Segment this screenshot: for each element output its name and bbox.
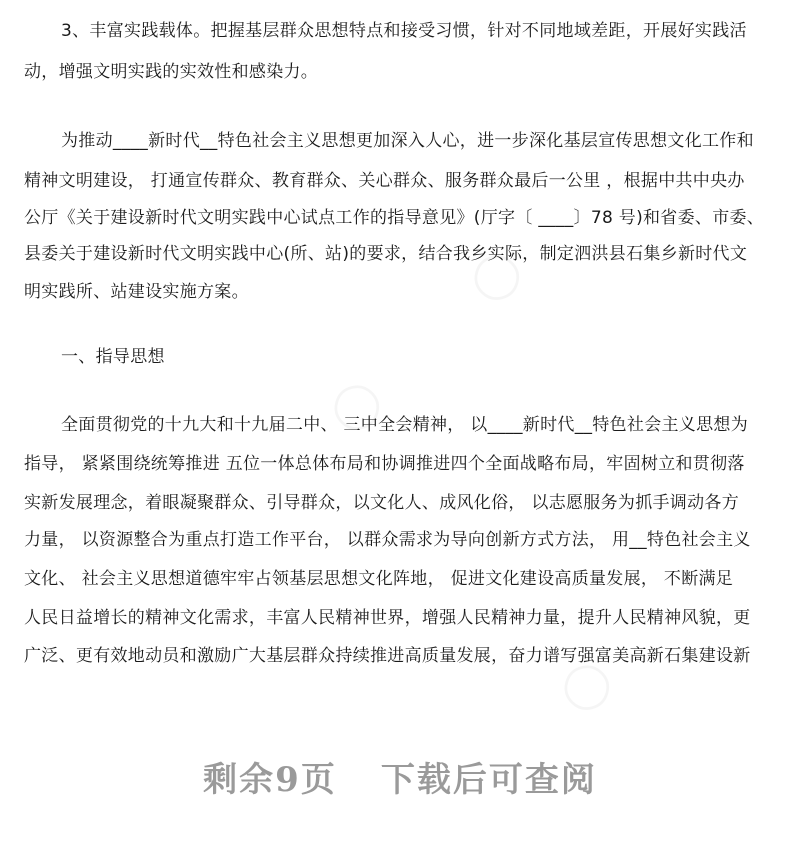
paragraph-2-line-2: 精神文明建设， 打通宣传群众、教育群众、关心群众、服务群众最后一公里 ，根据中共中央办 (24, 171, 745, 191)
paragraph-2-line-4: 县委关于建设新时代文明实践中心(所、站)的要求，结合我乡实际，制定泗洪县石集乡新时代文 (24, 244, 748, 264)
paragraph-3-line-4: 力量， 以资源整合为重点打造工作平台， 以群众需求为导向创新方式方法， 用__特色社会主义 (24, 530, 751, 550)
paragraph-3-line-7: 广泛、更有效地动员和激励广大基层群众持续推进高质量发展，奋力谱写强富美高新石集建设新 (24, 646, 751, 666)
paragraph-1-line-2: 动，增强文明实践的实效性和感染力。 (24, 62, 319, 82)
download-to-view-label: 下载后可查阅 (380, 760, 597, 800)
paragraph-3-line-2: 指导， 紧紧围绕统筹推进 五位一体总体布局和协调推进四个全面战略布局，牢固树立和贯彻落 (24, 454, 745, 474)
section-heading: 一、指导思想 (61, 347, 165, 367)
paragraph-3-line-6: 人民日益增长的精神文化需求，丰富人民精神世界，增强人民精神力量，提升人民精神风貌，更 (24, 608, 751, 628)
paragraph-2-line-3: 公厅《关于建设新时代文明实践中心试点工作的指导意见》(厅字〔 ____〕78 号)和省委、市委、 (24, 208, 765, 228)
paragraph-1-line-1: 3、丰富实践载体。把握基层群众思想特点和接受习惯，针对不同地域差距，开展好实践活 (61, 21, 747, 41)
paragraph-2-line-5: 明实践所、站建设实施方案。 (24, 282, 249, 302)
remaining-pages-label: 剩余9页 (203, 760, 337, 800)
paragraph-2-line-1: 为推动____新时代__特色社会主义思想更加深入人心，进一步深化基层宣传思想文化工作和 (61, 131, 754, 151)
paragraph-3-line-5: 文化、 社会主义思想道德牢牢占领基层思想文化阵地， 促进文化建设高质量发展， 不断满足 (24, 569, 734, 589)
paragraph-3-line-3: 实新发展理念，着眼凝聚群众、引导群众，以文化人、成风化俗， 以志愿服务为抓手调动各方 (24, 493, 740, 513)
paragraph-3-line-1: 全面贯彻党的十九大和十九届二中、 三中全会精神， 以____新时代__特色社会主义思想为 (61, 415, 749, 435)
download-prompt-banner[interactable] (0, 752, 800, 801)
